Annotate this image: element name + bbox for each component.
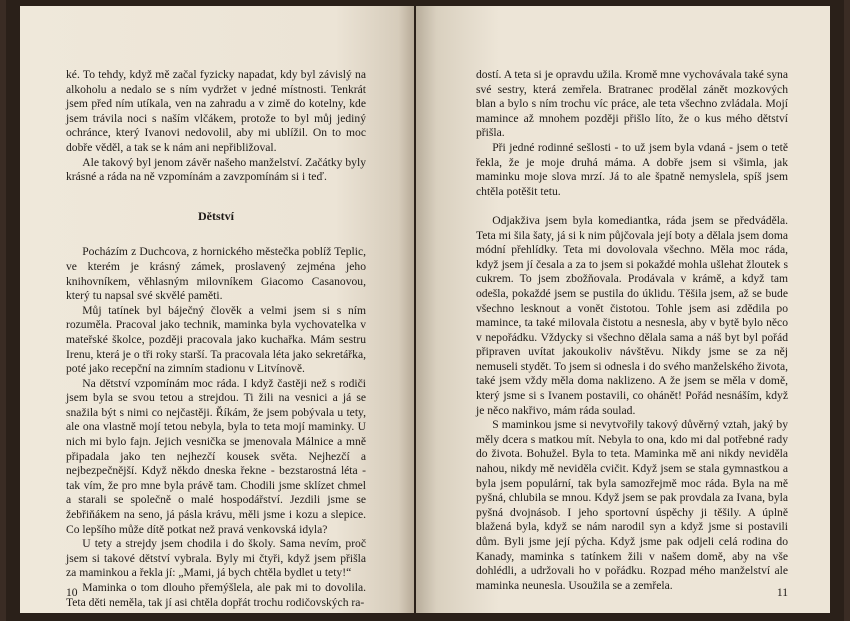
- chapter-title: Dětství: [198, 208, 234, 223]
- left-page-text: [66, 68, 366, 610]
- page-number: 11: [776, 586, 788, 599]
- right-page-text: [476, 68, 788, 593]
- left-page: [20, 6, 414, 613]
- paragraph: Při jedné rodinné sešlosti - to už jsem byla vdaná - jsem o tetě řekla, že je moje druhá máma. A dobře jsem si všimla, jak maminku moje slova mrzí. Já to ale špatně nemyslela, spíš jsem chtěla potěšit tetu.: [476, 140, 788, 198]
- paragraph: Můj tatínek byl báječný člověk a velmi jsem si s ním rozuměla. Pracoval jako technik, maminka byla vychovatelka v mateřské školce, později pracovala jako kuchařka. Mám sestru Irenu, která je o tři roky starší. Ta pracovala léta jako sekretářka, poté jako recepční na zimním stadionu v Litvínově.: [66, 303, 366, 376]
- paragraph: dostí. A teta si je opravdu užila. Kromě mne vychovávala také syna své sestry, která zemřela. Bratranec prodělal zánět mozkových blan a bylo s ním trochu víc práce, ale teta všechno zvládala. Mojí mamince až mnohem později přišlo líto, že o kus mého dětství přišla.: [476, 68, 788, 140]
- paragraph: Ale takový byl jenom závěr našeho manželství. Začátky byly krásné a ráda na ně vzpomínám a zavzpomínám si i teď.: [66, 155, 366, 184]
- paragraph: Odjakživa jsem byla komediantka, ráda jsem se předváděla. Teta mi šila šaty, já si k nim půjčovala její boty a dělala jsem doma módní přehlídky. Teta mi dovolovala všechno. Měla moc ráda, když jsem jí česala a za to jsem si pokaždé mohla ušlehat žloutek s cukrem. To jsem zbožňovala. Prodávala v krámě, a když tam odešla, pokaždé jsem se pustila do úklidu. Těšila jsem, až se bude všechno lesknout a vonět čistotou. Tohle jsem asi zdědila po mamince, ta také milovala čistotu a nesnesla, aby v bytě bylo něco v nepořádku. Vždycky si všechno dělala sama a náš byt byl pořád připraven uvítat jakoukoliv návštěvu. Nikdy jsme se za něj nemuseli stydět. To jsem si odnesla i do svého manželského života, také jsem vždy měla doma naklizeno. A že jsem se měla v domě, který jsme si s Ivanem postavili, co ohánět! Pořád nesnáším, když je něco nakřivo, mám ráda soulad.: [476, 213, 788, 417]
- paragraph: ké. To tehdy, když mě začal fyzicky napadat, kdy byl závislý na alkoholu a nedalo se s ním vydržet v jedné místnosti. Tenkrát jsem před ním utíkala, ven na zahradu a v zimě do kotelny, kde jsem trávila noci s naším vlčákem, protože to byl můj jediný ochránce, který Ivanovi nedovolil, aby mi ublížil. On to moc dobře věděl, a tak se k nám ani nepřibližoval.: [66, 68, 366, 154]
- paragraph: U tety a strejdy jsem chodila i do školy. Sama nevím, proč jsem si takové dětství vybrala. Byly mi čtyři, když jsem přišla za maminkou a řekla jí: „Mami, já bych chtěla bydlet u tety!“: [66, 537, 366, 580]
- right-page: [416, 6, 830, 613]
- page-number: 10: [66, 586, 78, 599]
- paragraph: S maminkou jsme si nevytvořily takový důvěrný vztah, jaký by měly dcera s matkou mít. Nebyla to ona, kdo mi dal potřebné rady do života. Bohužel. Byla to teta. Maminka mě ani nikdy neviděla nahou, nikdy mě neviděla cvičit. Když jsem se stala gymnastkou a byla jsem populární, tak byla samozřejmě moc ráda. Byla na mě pyšná, chlubila se mnou. Když jsem se pak provdala za Ivana, byla pyšná dvojnásob. I jeho sportovní úspěchy ji těšily. A úplně blažená byla, když se nám narodil syn a když jsme si postavili dům. Byli jsme její pýcha. Když jsme pak odjeli celá rodina do Kanady, maminka s tatínkem žili v našem domě, aby na vše dohlédli, a udržovali ho v pořádku. Rozpad mého manželství ale maminka neunesla. Usoužila se a zemřela.: [476, 418, 788, 592]
- paragraph: Pocházím z Duchcova, z hornického městečka poblíž Teplic, ve kterém je krásný zámek, proslavený zejména jeho knihovníkem, věhlasným milovníkem Giacomo Casanovou, který tu napsal své skvělé paměti.: [66, 245, 366, 303]
- paragraph: Maminka o tom dlouho přemýšlela, ale pak mi to dovolila. Teta děti neměla, tak jí asi chtěla dopřát trochu rodičovských ra-: [66, 581, 366, 609]
- paragraph: Na dětství vzpomínám moc ráda. I když častěji než s rodiči jsem byla se svou tetou a strejdou. Ti žili na vesnici a já se snažila být s nimi co nejčastěji. Říkám, že jsem pobývala u tety, ale ona vlastně mojí tetou nebyla, byla to teta mojí maminky. U nich mi bylo fajn. Jejich vesnička se jmenovala Málnice a mně připadala jako ten nejhezčí kousek světa. Nejhezčí a nejbezpečnější. Když někdo dneska řekne - bezstarostná léta - tak vím, že pro mne byla právě tam. Chodili jsme sklízet chmel a starali se společně o malé hospodářství. Jezdili jsme se žebřiňákem na seno, já pásla krávu, měli jsme i kozu a slepice. Co lepšího může dítě potkat než pravá venkovská idyla?: [66, 376, 366, 536]
